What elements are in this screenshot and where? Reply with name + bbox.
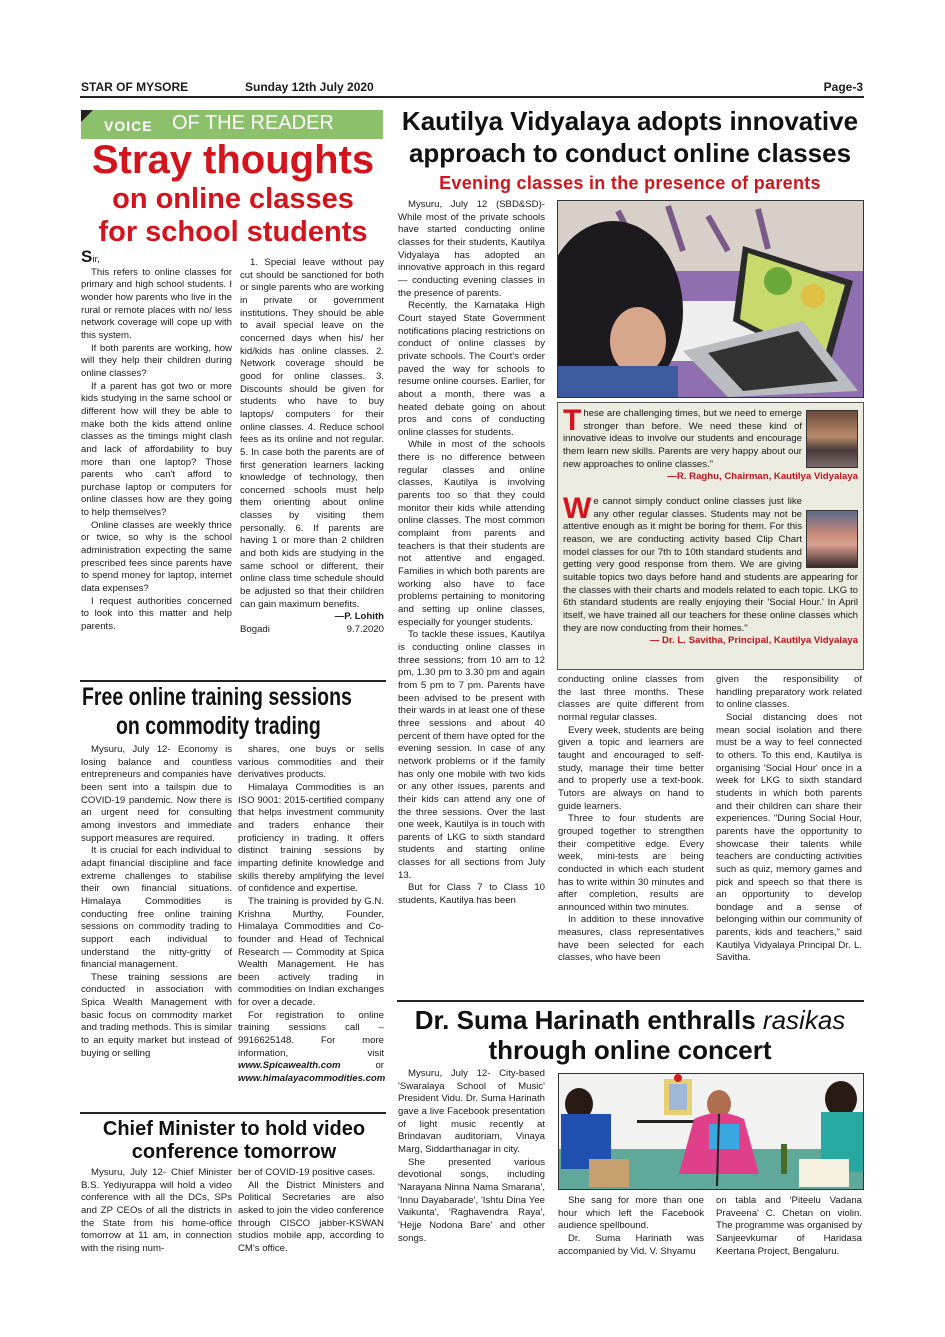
paragraph: In addition to these innovative measures, class representatives have been selected for each classes, who have been bbox=[558, 914, 704, 964]
portrait-r-raghu bbox=[806, 410, 858, 468]
paragraph: For registration to online training sessions call – 9916625148. For more information, visit www.Spicawealth.com or www.himalayacommodities.com bbox=[238, 1009, 386, 1085]
banner-corner-triangle bbox=[81, 110, 93, 122]
paragraph: Dr. Suma Harinath was accompanied by Vid. V. Shyamu bbox=[558, 1232, 704, 1257]
quotes-box bbox=[557, 402, 864, 670]
paragraph: Mysuru, July 12- City-based 'Swaralaya School of Music' President Vidu. Dr. Suma Harinath gave a live Facebook presentation of light music recently at Brindavan auditoriam, Vinaya Marg, Siddarthanagar in city. bbox=[398, 1068, 545, 1155]
paragraph: She presented various devotional songs, including 'Narayana Ninna Nama Smarana', 'Innu Dayabarade', 'Ishtu Dina Yee Vaikunta', 'Raghavendra Raya', 'Hejje Nodona Bare' and other songs. bbox=[398, 1156, 545, 1244]
concert-column-1 bbox=[398, 1068, 545, 1245]
kautilya-headline-line2: approach to conduct online classes bbox=[408, 138, 852, 168]
paragraph: If both parents are working, how will they help their children during online classes? bbox=[81, 342, 232, 379]
paragraph: 1. Special leave without pay cut should be sanctioned for both or single parents who are working in private or government institutions. They should be able to avail special leave on the concerned days when his/ her kid/kids has online classes. 2. Network coverage should be good for online classes. 3. Discounts should be given for students who have to buy laptops/ computers for their online classes. 4. Reduce school fees as its online and not regular. 5. In case both the parents are of first generation learners lacking knowledge of technology, then concerned schools must help them orienting about online classes by visiting them personally. 6. If parents are having 1 or more than 2 children and both kids are studying in the same school or different, their online class time schedule should be adjusted so that their children can gain maximum benefits. bbox=[240, 257, 384, 610]
kautilya-column-1 bbox=[398, 199, 545, 908]
letter-place: Bogadi bbox=[240, 624, 270, 636]
paragraph: She sang for more than one hour which left the Facebook audience spellbound. bbox=[558, 1195, 704, 1232]
commodity-headline-line1: Free online training sessions bbox=[82, 683, 352, 711]
quote-attribution: — Dr. L. Savitha, Principal, Kautilya Vidyalaya bbox=[649, 635, 858, 647]
paragraph: conducting online classes from the last three months. These classes are quite different from normal regular classes. bbox=[558, 674, 704, 723]
letter-signature: —P. Lohith bbox=[334, 611, 384, 623]
paragraph: I request authorities concerned to look into this matter and help parents. bbox=[81, 595, 232, 633]
dropcap: W bbox=[563, 492, 592, 525]
cm-column-2 bbox=[238, 1167, 384, 1256]
paragraph: If a parent has got two or more kids studying in the same school or different how will they be able to make both the kids attend online classes as the timings might clash and lack of affordability to buy more than one laptop? Those parents who can't afford to purchase laptop or computers for online classes how are they going to help themselves? bbox=[81, 380, 232, 519]
kautilya-headline-line1: Kautilya Vidyalaya adopts innovative bbox=[401, 106, 859, 136]
section-label-of-the-reader: OF THE READER bbox=[172, 112, 334, 134]
salutation: Sir, bbox=[81, 247, 100, 266]
paragraph: given the responsibility of handling preparatory work related to online classes. bbox=[716, 674, 862, 711]
commodity-column-1 bbox=[81, 744, 232, 1060]
paragraph: shares, one buys or sells various commodities and their derivatives products. bbox=[238, 744, 384, 781]
kautilya-column-2 bbox=[558, 674, 704, 965]
paragraph: All the District Ministers and Political Secretaries are also asked to join the video conference through CISCO jabber-KSWAN studios mobile app, according to CM's office. bbox=[238, 1179, 384, 1254]
masthead-page-number: Page-3 bbox=[823, 80, 863, 94]
concert-image bbox=[559, 1074, 863, 1189]
paragraph: Mysuru, July 12 (SBD&SD)- While most of the private schools have started conducting online classes for their students, Kautilya Vidyalaya has adopted an innovative approach in this regard — conducting evening classes in the presence of parents. bbox=[398, 199, 545, 299]
divider bbox=[80, 1112, 386, 1114]
link-spicawealth[interactable]: www.Spicawealth.com bbox=[238, 1060, 341, 1072]
paragraph: These training sessions are conducted in association with Spica Wealth Management with basic focus on commodity market and trading methods. This is similar to an equity market but instead of buying or selling bbox=[81, 971, 232, 1059]
kautilya-photo bbox=[557, 200, 864, 398]
concert-photo bbox=[558, 1073, 864, 1190]
paragraph: Every week, students are being given a topic and learners are taught and encouraged to self-study, manage their time better and to properly use a text-book. Tutors are always on hand to guide learners. bbox=[558, 724, 704, 812]
paragraph: Social distancing does not mean social isolation and there must be a way to feel connected to others. To this end, Kautilya is organising 'Social Hour' once in a week for LKG to sixth standard students in which both parents and their children can share their experiences. "During Social Hour, parents have the opportunity to showcase their talents while teachers are conducting activities such as quiz, memory games and pick and speech so that there is an opportunity to develop bondage and a sense of belonging within our community of parents, kids and teachers," said Kautilya Vidyalaya Principal Dr. L. Savitha. bbox=[716, 711, 862, 964]
link-himalayacommodities[interactable]: www.himalayacommodities.com bbox=[238, 1073, 386, 1085]
paragraph: Himalaya Commodities is an ISO 9001: 2015-certified company that helps investment community and traders enhance their proficiency in trading. It offers distinct training sessions by imparting definite knowledge and skills thereby amplifying the level of confidence and expertise. bbox=[238, 781, 384, 895]
concert-headline-line2: through online concert bbox=[488, 1035, 772, 1065]
letter-footer bbox=[240, 624, 384, 637]
masthead-paper-name: STAR OF MYSORE bbox=[81, 80, 189, 94]
cm-headline-line1: Chief Minister to hold video bbox=[102, 1118, 366, 1140]
voice-headline-line2: on online classes bbox=[112, 183, 354, 215]
paragraph: It is crucial for each individual to adapt financial discipline and face extreme challenges to stabilise their own financial situations. Himalaya Commodities is conducting free online training sessions on commodity trading to support each individual to understand the nitty-gritty of financial management. bbox=[81, 845, 232, 971]
commodity-headline-line2: on commodity trading bbox=[116, 712, 321, 740]
paragraph: Mysuru, July 12- Chief Minister B.S. Yediyurappa will hold a video conference with all the DCs, SPs and ZP CEOs of all the districts in the State from his home-office tomorrow at 11 am, in connection with the rising num- bbox=[81, 1167, 232, 1254]
paragraph: on tabla and 'Piteelu Vadana Praveena' C. Chetan on violin. The programme was organised by Sanjeevkumar of Haridasa Keertana Project, Bengaluru. bbox=[716, 1195, 862, 1257]
concert-headline-line1: Dr. Suma Harinath enthralls rasikas bbox=[414, 1005, 846, 1035]
paragraph: Three to four students are grouped together to strengthen their competitive edge. Every week, mini-tests are being conducted in which each student has to write within 30 minutes and after completion, results are announced within two minutes. bbox=[558, 813, 704, 913]
paragraph: The training is provided by G.N. Krishna Murthy, Founder, Himalaya Commodities and Co-founder and Head of Technical Research — Commodity at Spica Wealth Management. He has been actively trading in commodities on Indian exchanges for over a decade. bbox=[238, 895, 384, 1009]
voice-column-1 bbox=[81, 247, 232, 634]
letter-date: 9.7.2020 bbox=[346, 624, 384, 636]
cm-headline-line2: conference tomorrow bbox=[131, 1141, 337, 1163]
paragraph: Online classes are weekly thrice or twice, so why is the school administration expecting the same prescribed fees since parents have to spend money for laptop, internet data expenses? bbox=[81, 519, 232, 595]
voice-headline-line3: for school students bbox=[98, 216, 368, 248]
concert-column-2 bbox=[558, 1195, 704, 1258]
dropcap: T bbox=[563, 404, 582, 437]
concert-column-3 bbox=[716, 1195, 862, 1258]
quote-raghu: These are challenging times, but we need to emerge stronger than before. We need these kind of innovative ideas to involve our students and encourage them learn new skills. Parents are very happy about our new approaches to online classes." —R. Raghu, Chairman, Kautilya Vidyalaya bbox=[563, 404, 858, 483]
divider bbox=[80, 680, 386, 682]
voice-column-2 bbox=[240, 257, 384, 637]
paragraph: While in most of the schools there is no difference between regular classes and online classes, Kautilya is involving parents too so that they could monitor their kids while attending online classes. The most common complaint from parents and teachers is that their students are not attentive and engaged. Families in which both parents are working also have to face problems pertaining to monitoring and setting up online classes, especially for younger students. bbox=[398, 439, 545, 628]
kautilya-subhead: Evening classes in the presence of parents bbox=[439, 173, 821, 193]
paragraph: ber of COVID-19 positive cases. bbox=[238, 1167, 376, 1178]
girl-laptop-image bbox=[558, 201, 863, 397]
voice-headline-line1: Stray thoughts bbox=[91, 138, 375, 182]
paragraph: To tackle these issues, Kautilya is conducting online classes in three sessions; from 10 am to 12 pm, 1.30 pm to 3.30 pm and again from 5 pm to 7 pm. Parents have been advised to be present with their wards in at least one of these three sessions and about 40 percent of them have opted for the evening session. In case of any network problems or if the family has only one mobile with two kids or any other issues, parents and their kids can attend any one of the three sessions. Over the last one week, Kautilya is in touch with parents of LKG to sixth standard students and starting online classes for all sections from July 13. bbox=[398, 629, 545, 881]
paragraph: Recently, the Karnataka High Court stayed State Government notifications placing restrictions on conduct of online classes by private schools. The Court's order paved the way for schools to resume online courses. Earlier, for about a month, there was a heated debate going on about pros and cons of conducting online classes for students. bbox=[398, 300, 545, 438]
quote-attribution: —R. Raghu, Chairman, Kautilya Vidyalaya bbox=[667, 471, 858, 483]
paragraph: Mysuru, July 12- Economy is losing balance and countless entrepreneurs and companies have been sent into a tailspin due to COVID-19 pandemic. Now there is an urgent need for consulting among investors and immediate support measures are required. bbox=[81, 744, 232, 844]
kautilya-column-3 bbox=[716, 674, 862, 965]
divider bbox=[397, 1000, 864, 1002]
quote-savitha: We cannot simply conduct online classes just like any other regular classes. Students may not be attentive enough as it might be boring for them. For this reason, we are conducting activity based Clip Chart model classes for our 7th to 10th standard students and getting very good response from them. We are giving suitable topics two days before hand and students are appearing for the classes with their charts and models related to each topic. LKG to 6th standard students are really enjoying their 'Social Hour.' In April itself, we have trained all our teachers for these online classes which they are now conducting from their homes." — Dr. L. Savitha, Principal, Kautilya Vidyalaya bbox=[563, 492, 858, 647]
masthead-date: Sunday 12th July 2020 bbox=[245, 80, 374, 94]
paragraph: This refers to online classes for primary and high school students. I wonder how parents who live in the rural or remote places with no/ less network coverage will cope up with this system. bbox=[81, 266, 232, 341]
portrait-dr-l-savitha bbox=[806, 510, 858, 568]
paragraph: But for Class 7 to Class 10 students, Kautilya has been bbox=[398, 882, 545, 907]
section-label-voice: VOICE bbox=[104, 118, 153, 134]
masthead-rule bbox=[80, 96, 864, 98]
cm-column-1 bbox=[81, 1167, 232, 1256]
commodity-column-2 bbox=[238, 744, 384, 1086]
